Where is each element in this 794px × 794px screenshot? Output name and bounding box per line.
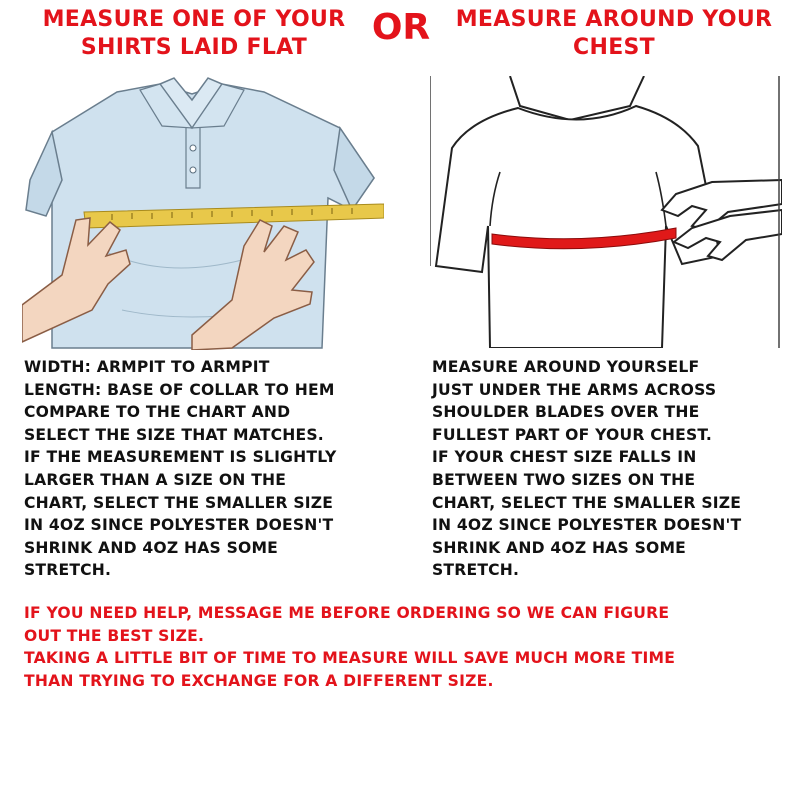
left-instruction-line: SELECT THE SIZE THAT MATCHES. — [24, 425, 324, 444]
right-instruction-line: STRETCH. — [432, 561, 520, 580]
left-instruction-line: IN 4OZ SINCE POLYESTER DOESN'T — [24, 516, 334, 535]
right-heading-line-2: CHEST — [573, 35, 655, 60]
left-instruction-line: LARGER THAN A SIZE ON THE — [24, 470, 287, 489]
right-instruction-line: BETWEEN TWO SIZES ON THE — [432, 470, 696, 489]
right-instruction-line: CHART, SELECT THE SMALLER SIZE — [432, 493, 742, 512]
left-instruction-line: IF THE MEASUREMENT IS SLIGHTLY — [24, 448, 337, 467]
chest-illustration — [430, 76, 782, 348]
left-instructions — [24, 356, 394, 582]
flat-shirt-illustration — [22, 70, 384, 350]
right-instruction-line: SHOULDER BLADES OVER THE — [432, 403, 700, 422]
help-note-line: THAN TRYING TO EXCHANGE FOR A DIFFERENT SIZE. — [24, 671, 494, 690]
help-note-line: OUT THE BEST SIZE. — [24, 626, 205, 645]
left-heading — [28, 6, 360, 62]
right-instruction-line: IN 4OZ SINCE POLYESTER DOESN'T — [432, 516, 742, 535]
left-instruction-line: WIDTH: ARMPIT TO ARMPIT — [24, 358, 270, 376]
left-instruction-line: COMPARE TO THE CHART AND — [24, 403, 291, 422]
help-note — [24, 602, 675, 692]
right-instructions — [432, 356, 788, 582]
right-heading-line-1: MEASURE AROUND YOUR — [455, 7, 773, 32]
right-instruction-line: FULLEST PART OF YOUR CHEST. — [432, 425, 712, 444]
right-instruction-line: IF YOUR CHEST SIZE FALLS IN — [432, 448, 697, 467]
right-instruction-line: MEASURE AROUND YOURSELF — [432, 358, 700, 376]
left-instruction-line: LENGTH: BASE OF COLLAR TO HEM — [24, 380, 335, 399]
t-shirt-body — [436, 106, 720, 348]
left-instruction-line: CHART, SELECT THE SMALLER SIZE — [24, 493, 334, 512]
right-instruction-line: JUST UNDER THE ARMS ACROSS — [432, 380, 717, 399]
right-instruction-line: SHRINK AND 4OZ HAS SOME — [432, 538, 687, 557]
or-label: OR — [371, 7, 431, 48]
right-heading — [440, 6, 788, 62]
help-note-line: IF YOU NEED HELP, MESSAGE ME BEFORE ORDERING SO WE CAN FIGURE — [24, 604, 670, 622]
left-heading-line-2: SHIRTS LAID FLAT — [80, 35, 308, 60]
left-instruction-line: STRETCH. — [24, 561, 112, 580]
help-note-line: TAKING A LITTLE BIT OF TIME TO MEASURE WILL SAVE MUCH MORE TIME — [24, 649, 676, 668]
left-instruction-line: SHRINK AND 4OZ HAS SOME — [24, 538, 279, 557]
left-heading-line-1: MEASURE ONE OF YOUR — [42, 7, 346, 32]
